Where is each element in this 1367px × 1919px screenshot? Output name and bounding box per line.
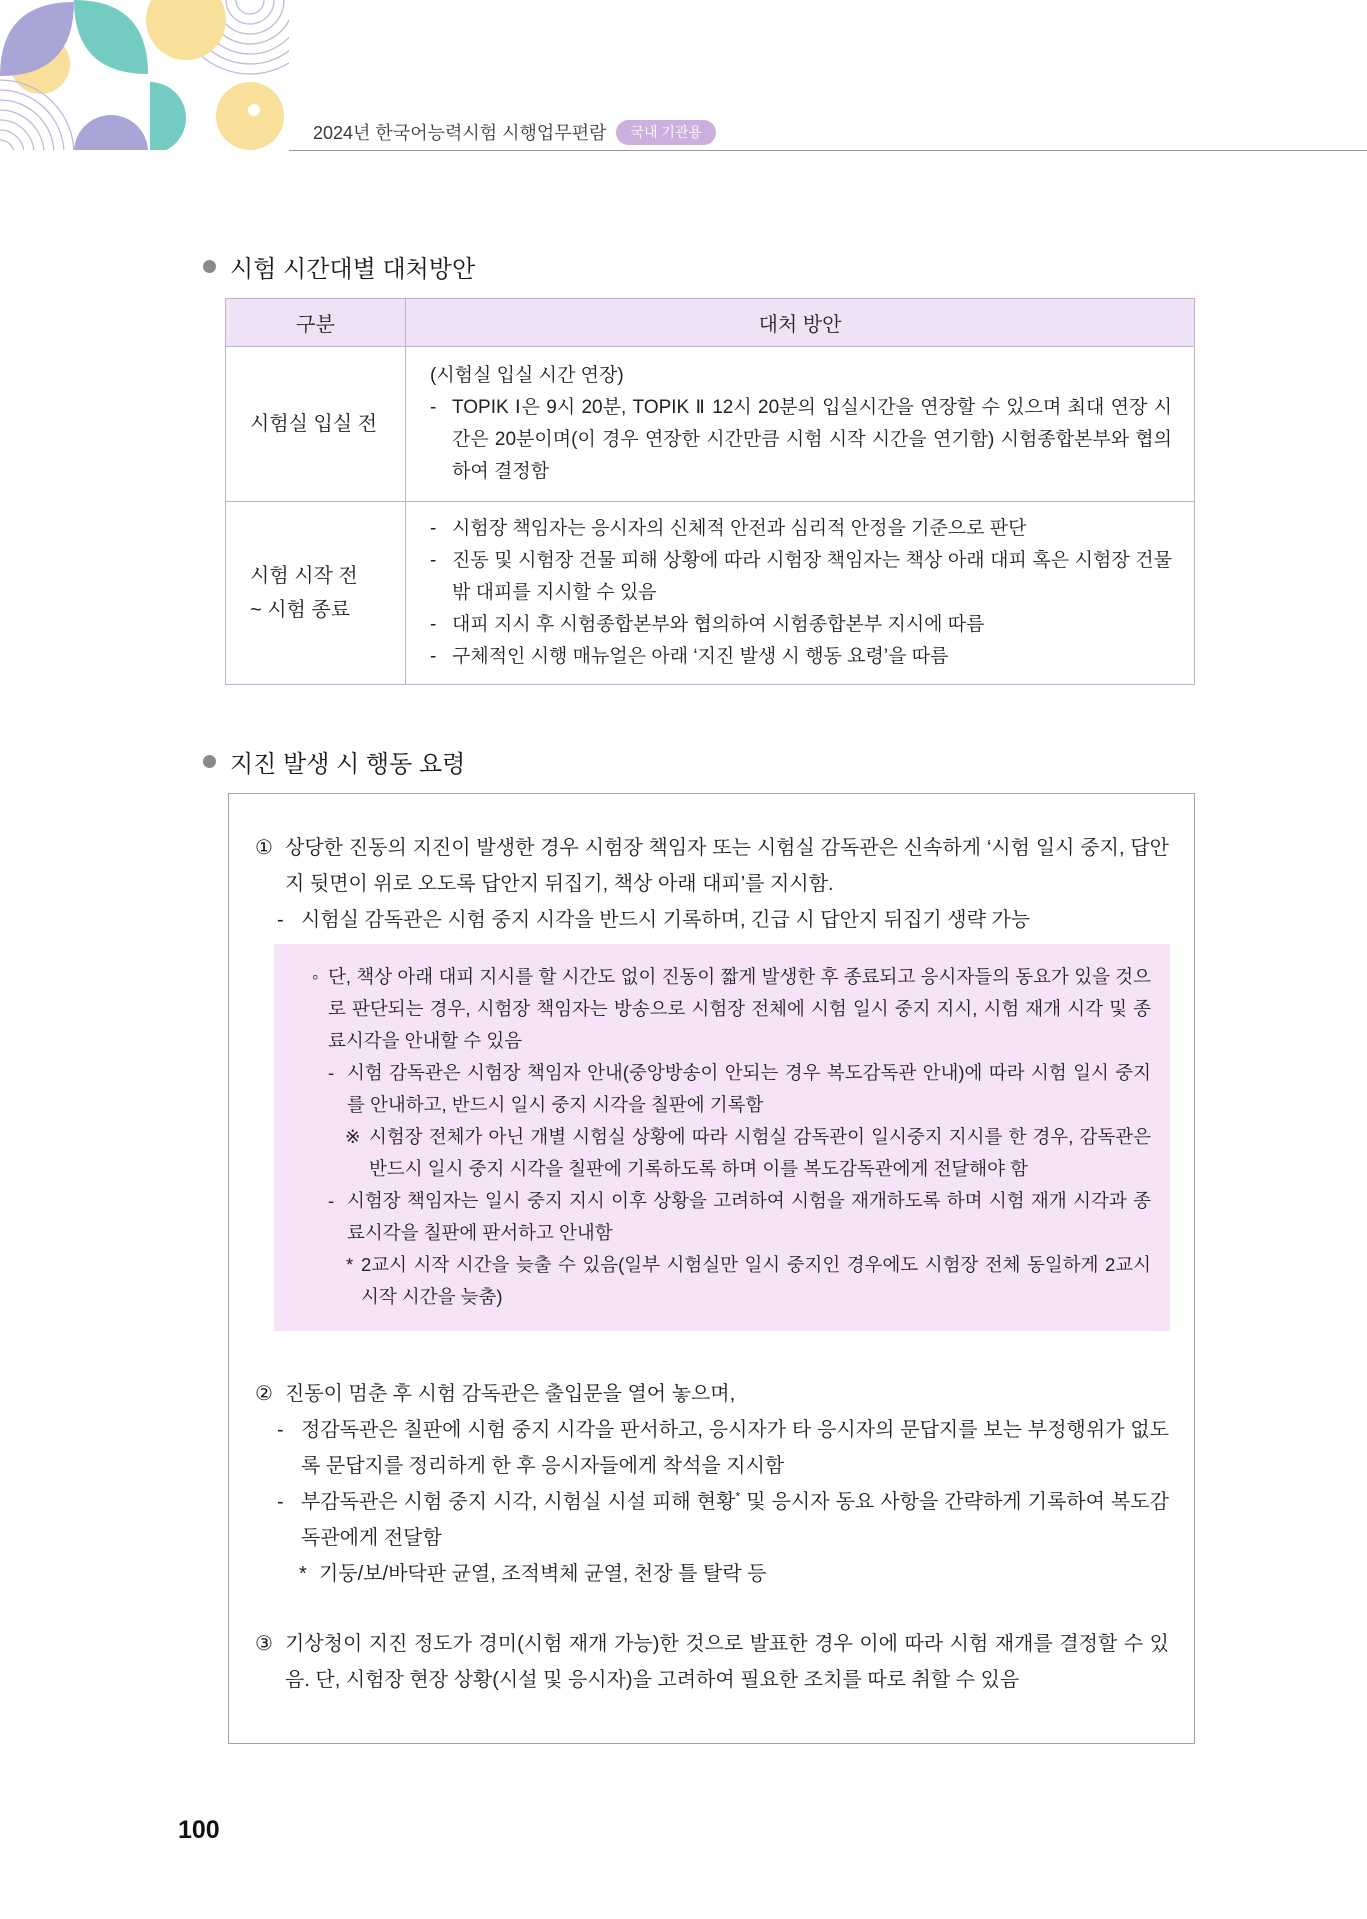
table-row-category <box>226 347 406 501</box>
step-subitem <box>277 1412 1169 1484</box>
step-main <box>255 1376 1169 1412</box>
response-plan-table <box>225 298 1195 685</box>
decor-teal-leaf <box>74 0 148 74</box>
plan-item <box>430 545 1172 609</box>
page-number: 100 <box>178 1816 220 1844</box>
section-heading-earthquake <box>203 746 465 776</box>
table-header-row <box>226 299 1194 346</box>
plan-item-text: 구체적인 시행 매뉴얼은 아래 ‘지진 발생 시 행동 요령’을 따름 <box>452 646 949 667</box>
table-row <box>226 346 1194 501</box>
step-footnote <box>299 1556 1169 1592</box>
step-text: 상당한 진동의 지진이 발생한 경우 시험장 책임자 또는 시험실 감독관은 신속하게 ‘시험 일시 중지, 답안지 뒷면이 위로 오도록 답안지 뒤집기, 책상 아래 대피’를 지시함. <box>285 837 1169 895</box>
subitem-text <box>301 1484 1169 1556</box>
note-marker: ◦ <box>312 966 319 987</box>
plan-item <box>430 392 1172 488</box>
table-header-category: 구분 <box>226 299 406 346</box>
step-subitem <box>277 1484 1169 1556</box>
plan-item-marker: - <box>430 397 437 418</box>
header-decoration <box>0 0 289 154</box>
note-text: 2교시 시작 시간을 늦출 수 있음(일부 시험실만 일시 중지인 경우에도 시험장 전체 동일하게 2교시 시작 시간을 늦춤) <box>361 1254 1151 1307</box>
plan-item-text: (시험실 입실 시간 연장) <box>430 365 624 386</box>
decor-lavender-half <box>74 115 148 152</box>
table-header-plan: 대처 방안 <box>758 314 842 336</box>
note-item <box>345 1121 1151 1185</box>
table-row <box>226 501 1194 684</box>
note-text: 단, 책상 아래 대피 지시를 할 시간도 없이 진동이 짧게 발생한 후 종료되고 응시자들의 동요가 있을 것으로 판단되는 경우, 시험장 책임자는 방송으로 시험장 전체에 시험 일시 중지 지시, 시험 재개 시각 및 종료시각을 안내할 수 있음 <box>328 966 1151 1051</box>
section-heading-text: 지진 발생 시 행동 요령 <box>230 750 466 778</box>
plan-item-marker: - <box>430 646 437 667</box>
note-text: 시험장 전체가 아닌 개별 시험실 상황에 따라 시험실 감독관이 일시중지 지시를 한 경우, 감독관은 반드시 일시 중지 시각을 칠판에 기록하도록 하며 이를 복도감독관에게 전달해야 함 <box>369 1126 1151 1179</box>
category-line: 시험실 입실 전 <box>250 413 378 435</box>
note-marker: * <box>346 1254 354 1275</box>
note-box <box>274 944 1170 1331</box>
category-line: ~ 시험 종료 <box>250 599 351 621</box>
section-heading-response-plan <box>203 251 475 281</box>
subitem-text-after: 및 응시자 동요 사항을 간략하게 기록하여 복도감독관에게 전달함 <box>301 1491 1170 1549</box>
plan-item <box>430 360 1172 392</box>
bullet-icon <box>203 755 216 768</box>
step-number: ① <box>255 837 273 859</box>
plan-item <box>430 609 1172 641</box>
plan-item-marker: - <box>430 614 437 635</box>
plan-item-text: 대피 지시 후 시험종합본부와 협의하여 시험종합본부 지시에 따름 <box>452 614 985 635</box>
plan-item-marker: - <box>430 518 437 539</box>
note-item <box>328 1057 1151 1121</box>
header-divider <box>289 150 1367 151</box>
step-3 <box>255 1626 1169 1698</box>
footnote-marker: * <box>299 1563 307 1585</box>
table-row-category <box>226 502 406 684</box>
note-marker: ※ <box>345 1126 361 1147</box>
subitem-text-before: 부감독관은 시험 중지 시각, 시험실 시설 피해 현황 <box>301 1491 736 1513</box>
bullet-icon <box>203 260 216 273</box>
plan-item-marker: - <box>430 550 437 571</box>
plan-item-text: 진동 및 시험장 건물 피해 상황에 따라 시험장 책임자는 책상 아래 대피 혹은 시험장 건물 밖 대피를 지시할 수 있음 <box>452 550 1172 603</box>
decor-white-dot <box>248 104 260 116</box>
plan-item <box>430 641 1172 673</box>
header-title: 2024년 한국어능력시험 시행업무편람 <box>313 122 607 143</box>
note-item <box>312 961 1151 1057</box>
step-1 <box>255 830 1169 938</box>
step-number: ③ <box>255 1633 273 1655</box>
plan-item-text: TOPIK Ⅰ은 9시 20분, TOPIK Ⅱ 12시 20분의 입실시간을 연장할 수 있으며 최대 연장 시간은 20분이며(이 경우 연장한 시간만큼 시험 시작 시간을 연기함) 시험종합본부와 협의하여 결정함 <box>452 397 1172 482</box>
plan-item <box>430 513 1172 545</box>
note-marker: - <box>328 1062 335 1083</box>
running-header <box>313 119 716 146</box>
subitem-marker: - <box>277 1419 284 1441</box>
plan-item-text: 시험장 책임자는 응시자의 신체적 안전과 심리적 안정을 기준으로 판단 <box>452 518 1027 539</box>
step-main <box>255 1626 1169 1698</box>
header-badge: 국내 기관용 <box>616 120 716 145</box>
step-subitem <box>277 902 1169 938</box>
step-text: 진동이 멈춘 후 시험 감독관은 출입문을 열어 놓으며, <box>285 1383 736 1405</box>
step-text: 기상청이 지진 정도가 경미(시험 재개 가능)한 것으로 발표한 경우 이에 따라 시험 재개를 결정할 수 있음. 단, 시험장 현장 상황(시설 및 응시자)을 고려하여 필요한 조치를 따로 취할 수 있음 <box>285 1633 1169 1691</box>
subitem-text: 시험실 감독관은 시험 중지 시각을 반드시 기록하며, 긴급 시 답안지 뒤집기 생략 가능 <box>301 909 1031 931</box>
step-2 <box>255 1376 1169 1592</box>
subitem-text: 정감독관은 칠판에 시험 중지 시각을 판서하고, 응시자가 타 응시자의 문답지를 보는 부정행위가 없도록 문답지를 정리하게 한 후 응시자들에게 착석을 지시함 <box>301 1419 1169 1477</box>
note-text: 시험 감독관은 시험장 책임자 안내(중앙방송이 안되는 경우 복도감독관 안내)에 따라 시험 일시 중지를 안내하고, 반드시 일시 중지 시각을 칠판에 기록함 <box>347 1062 1151 1115</box>
earthquake-guide-box <box>228 793 1195 1744</box>
footnote-text: 기둥/보/바닥판 균열, 조적벽체 균열, 천장 틀 탈락 등 <box>319 1563 767 1585</box>
table-row-plan <box>406 347 1194 501</box>
note-marker: - <box>328 1190 335 1211</box>
subitem-marker: - <box>277 909 284 931</box>
decor-teal-half <box>150 82 186 154</box>
note-text: 시험장 책임자는 일시 중지 지시 이후 상황을 고려하여 시험을 재개하도록 하며 시험 재개 시각과 종료시각을 칠판에 판서하고 안내함 <box>347 1190 1151 1243</box>
note-item <box>328 1185 1151 1249</box>
footnote-mark: * <box>735 1489 741 1504</box>
category-line: 시험 시작 전 <box>250 565 358 587</box>
decor-yellow-circle <box>216 82 284 150</box>
subitem-marker: - <box>277 1491 284 1513</box>
table-row-plan <box>406 502 1194 684</box>
section-heading-text: 시험 시간대별 대처방안 <box>230 255 476 283</box>
decor-yellow-circle <box>146 0 226 60</box>
step-number: ② <box>255 1383 273 1405</box>
step-main <box>255 830 1169 902</box>
note-item <box>346 1249 1151 1313</box>
